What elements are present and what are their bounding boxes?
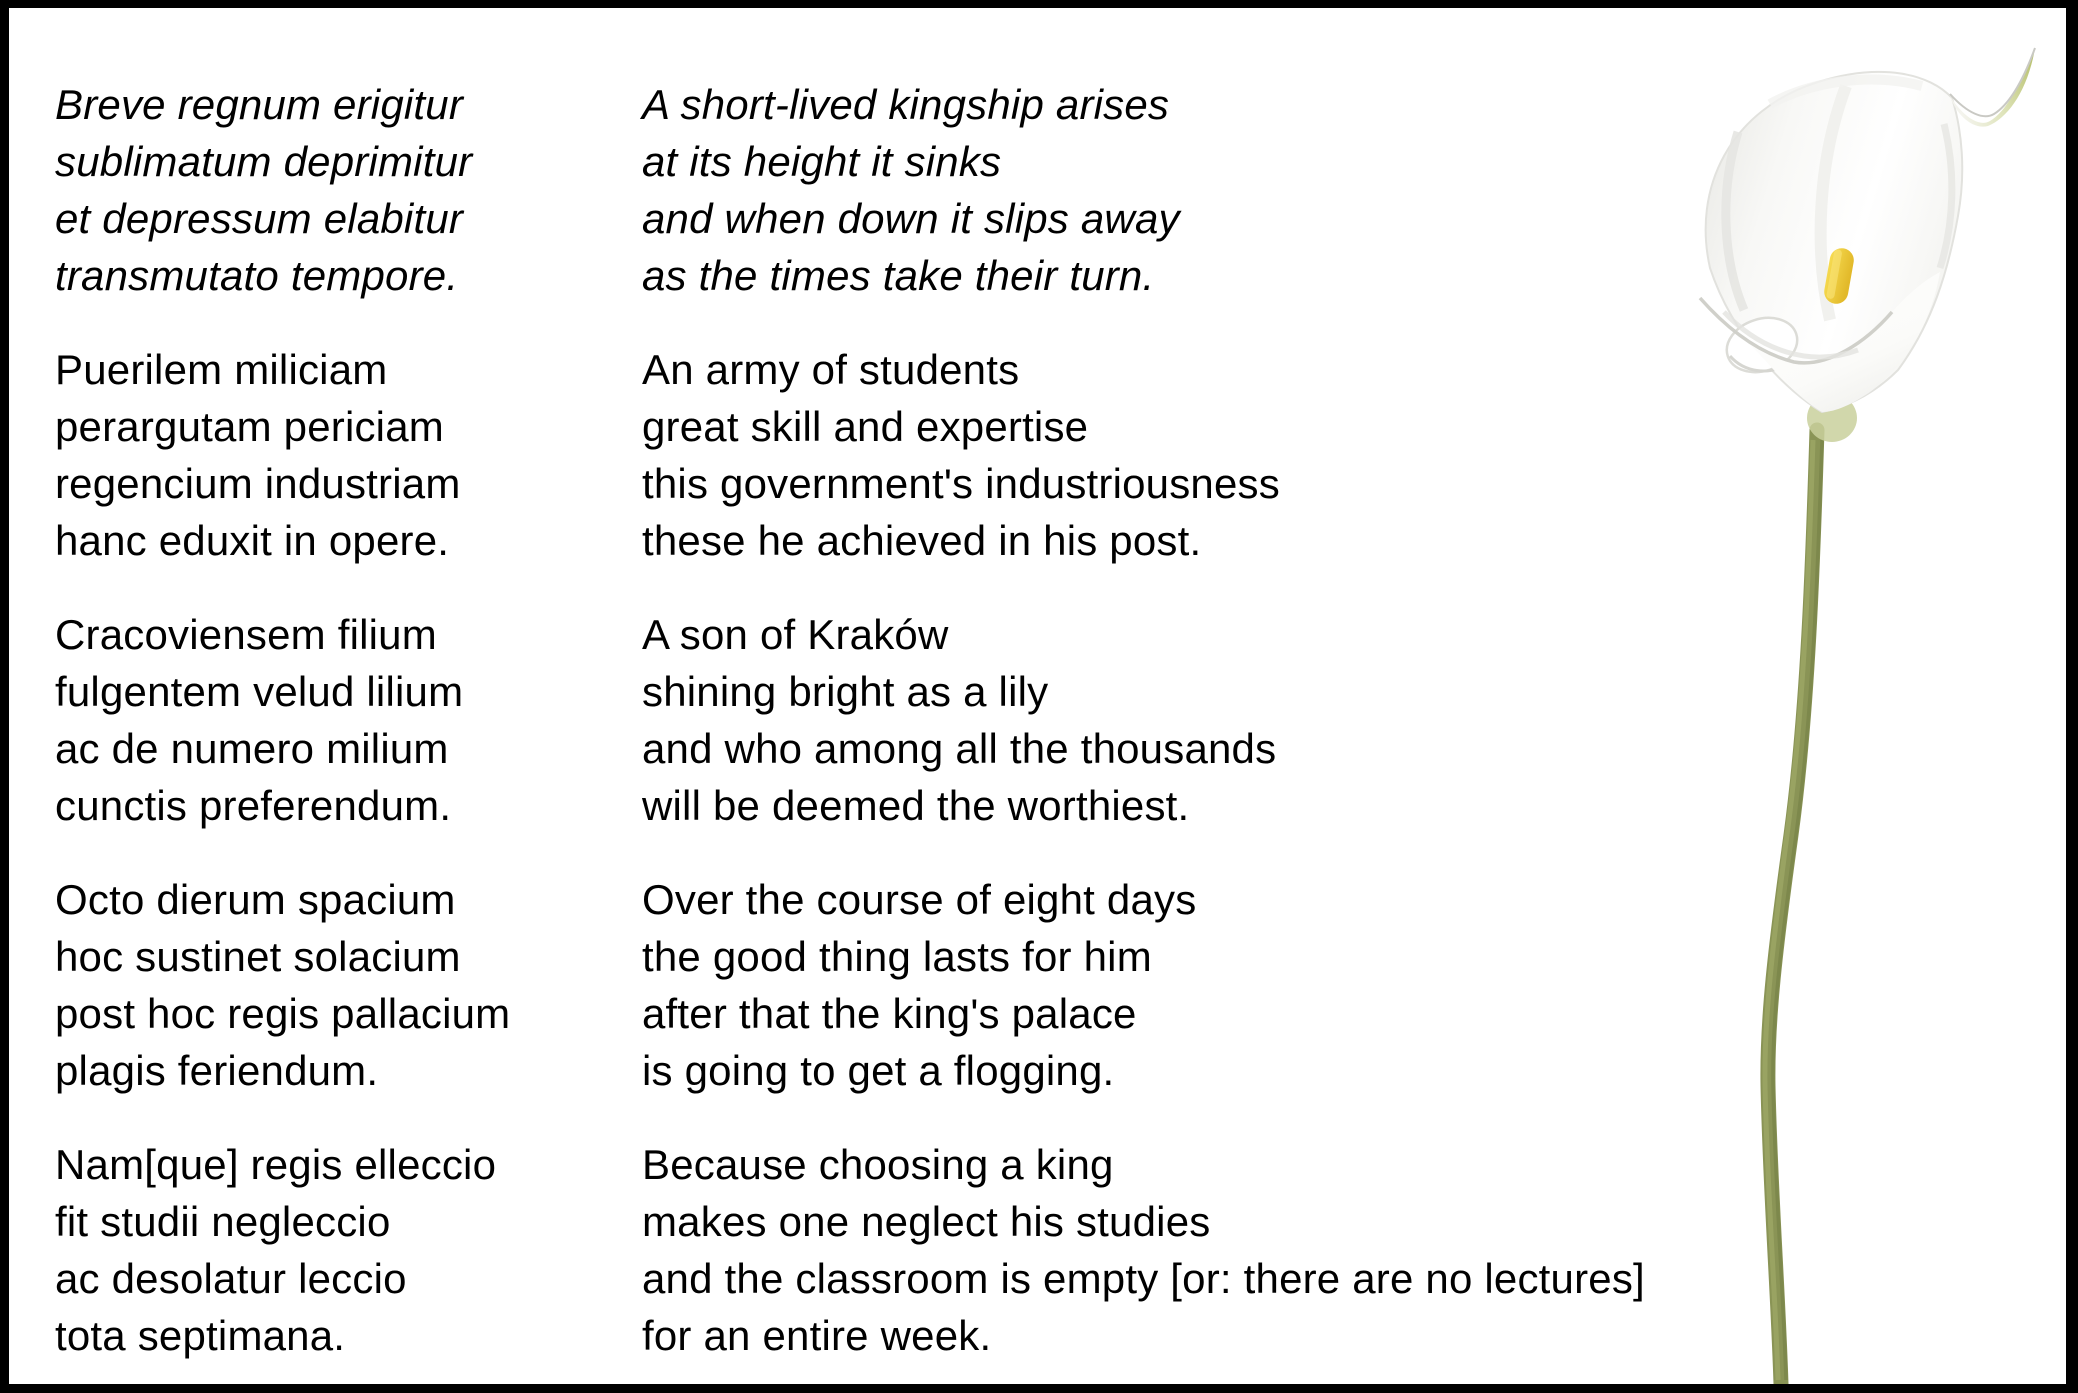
poem-line-latin: Octo dierum spacium: [55, 876, 456, 923]
poem-line-english: and who among all the thousands: [642, 725, 1277, 772]
poem-line-english: and the classroom is empty [or: there are no lectures]: [642, 1255, 1645, 1302]
stanza-latin-4: [55, 871, 510, 1099]
poem-line-latin: Nam[que] regis elleccio: [55, 1141, 497, 1188]
poem-line-latin: fit studii negleccio: [55, 1198, 391, 1245]
poem-line-latin: ac de numero milium: [55, 725, 449, 772]
latin-column: [55, 76, 510, 1384]
poem-line-latin: hanc eduxit in opere.: [55, 517, 450, 564]
poem-line-english: shining bright as a lily: [642, 668, 1049, 715]
poem-line-english: A son of Kraków: [642, 611, 949, 658]
poem-line-english: at its height it sinks: [642, 138, 1002, 185]
poem-line-latin: Puerilem miliciam: [55, 346, 388, 393]
poem-line-english: great skill and expertise: [642, 403, 1089, 450]
lily-rolled-edge: [1720, 309, 1805, 381]
stanza-latin-5: [55, 1136, 510, 1364]
poem-line-latin: perargutam periciam: [55, 403, 444, 450]
poem-page: [9, 8, 2066, 1384]
poem-line-english: An army of students: [642, 346, 1020, 393]
poem-line-english: Because choosing a king: [642, 1141, 1114, 1188]
lily-stem: [1765, 430, 1822, 1384]
stanza-latin-1: [55, 76, 510, 304]
stanza-english-1: [642, 76, 1645, 304]
stanza-latin-2: [55, 341, 510, 569]
poem-line-english: for an entire week.: [642, 1312, 992, 1359]
stanza-english-4: [642, 871, 1645, 1099]
stanza-english-3: [642, 606, 1645, 834]
poem-line-latin: hoc sustinet solacium: [55, 933, 461, 980]
poem-line-latin: regencium industriam: [55, 460, 461, 507]
stanza-latin-3: [55, 606, 510, 834]
poem-line-english: this government's industriousness: [642, 460, 1280, 507]
poem-line-english: after that the king's palace: [642, 990, 1137, 1037]
poem-line-english: the good thing lasts for him: [642, 933, 1152, 980]
stanza-english-2: [642, 341, 1645, 569]
english-column: [642, 76, 1645, 1384]
lily-spadix: [1822, 246, 1855, 305]
poem-line-latin: plagis feriendum.: [55, 1047, 379, 1094]
poem-line-english: will be deemed the worthiest.: [642, 782, 1190, 829]
poem-line-latin: Cracoviensem filium: [55, 611, 437, 658]
poem-line-english: and when down it slips away: [642, 195, 1180, 242]
poem-line-latin: transmutato tempore.: [55, 252, 459, 299]
lily-front-wrap: [1700, 272, 1940, 412]
poem-line-english: these he achieved in his post.: [642, 517, 1202, 564]
poem-line-latin: cunctis preferendum.: [55, 782, 452, 829]
poem-line-english: Over the course of eight days: [642, 876, 1197, 923]
poem-line-latin: post hoc regis pallacium: [55, 990, 511, 1037]
poem-line-english: is going to get a flogging.: [642, 1047, 1115, 1094]
poem-line-latin: tota septimana.: [55, 1312, 346, 1359]
poem-line-english: makes one neglect his studies: [642, 1198, 1211, 1245]
lily-spathe: [1706, 72, 1963, 412]
poem-line-latin: Breve regnum erigitur: [55, 81, 464, 128]
poem-line-latin: sublimatum deprimitur: [55, 138, 473, 185]
stanza-english-5: [642, 1136, 1645, 1364]
lily-base: [1807, 394, 1857, 442]
lily-tip: [1950, 48, 2035, 127]
poem-line-english: A short-lived kingship arises: [642, 81, 1170, 128]
poem-line-english: as the times take their turn.: [642, 252, 1155, 299]
poem-line-latin: fulgentem velud lilium: [55, 668, 464, 715]
calla-lily-image: [1650, 20, 2065, 1384]
poem-line-latin: et depressum elabitur: [55, 195, 464, 242]
poem-line-latin: ac desolatur leccio: [55, 1255, 407, 1302]
